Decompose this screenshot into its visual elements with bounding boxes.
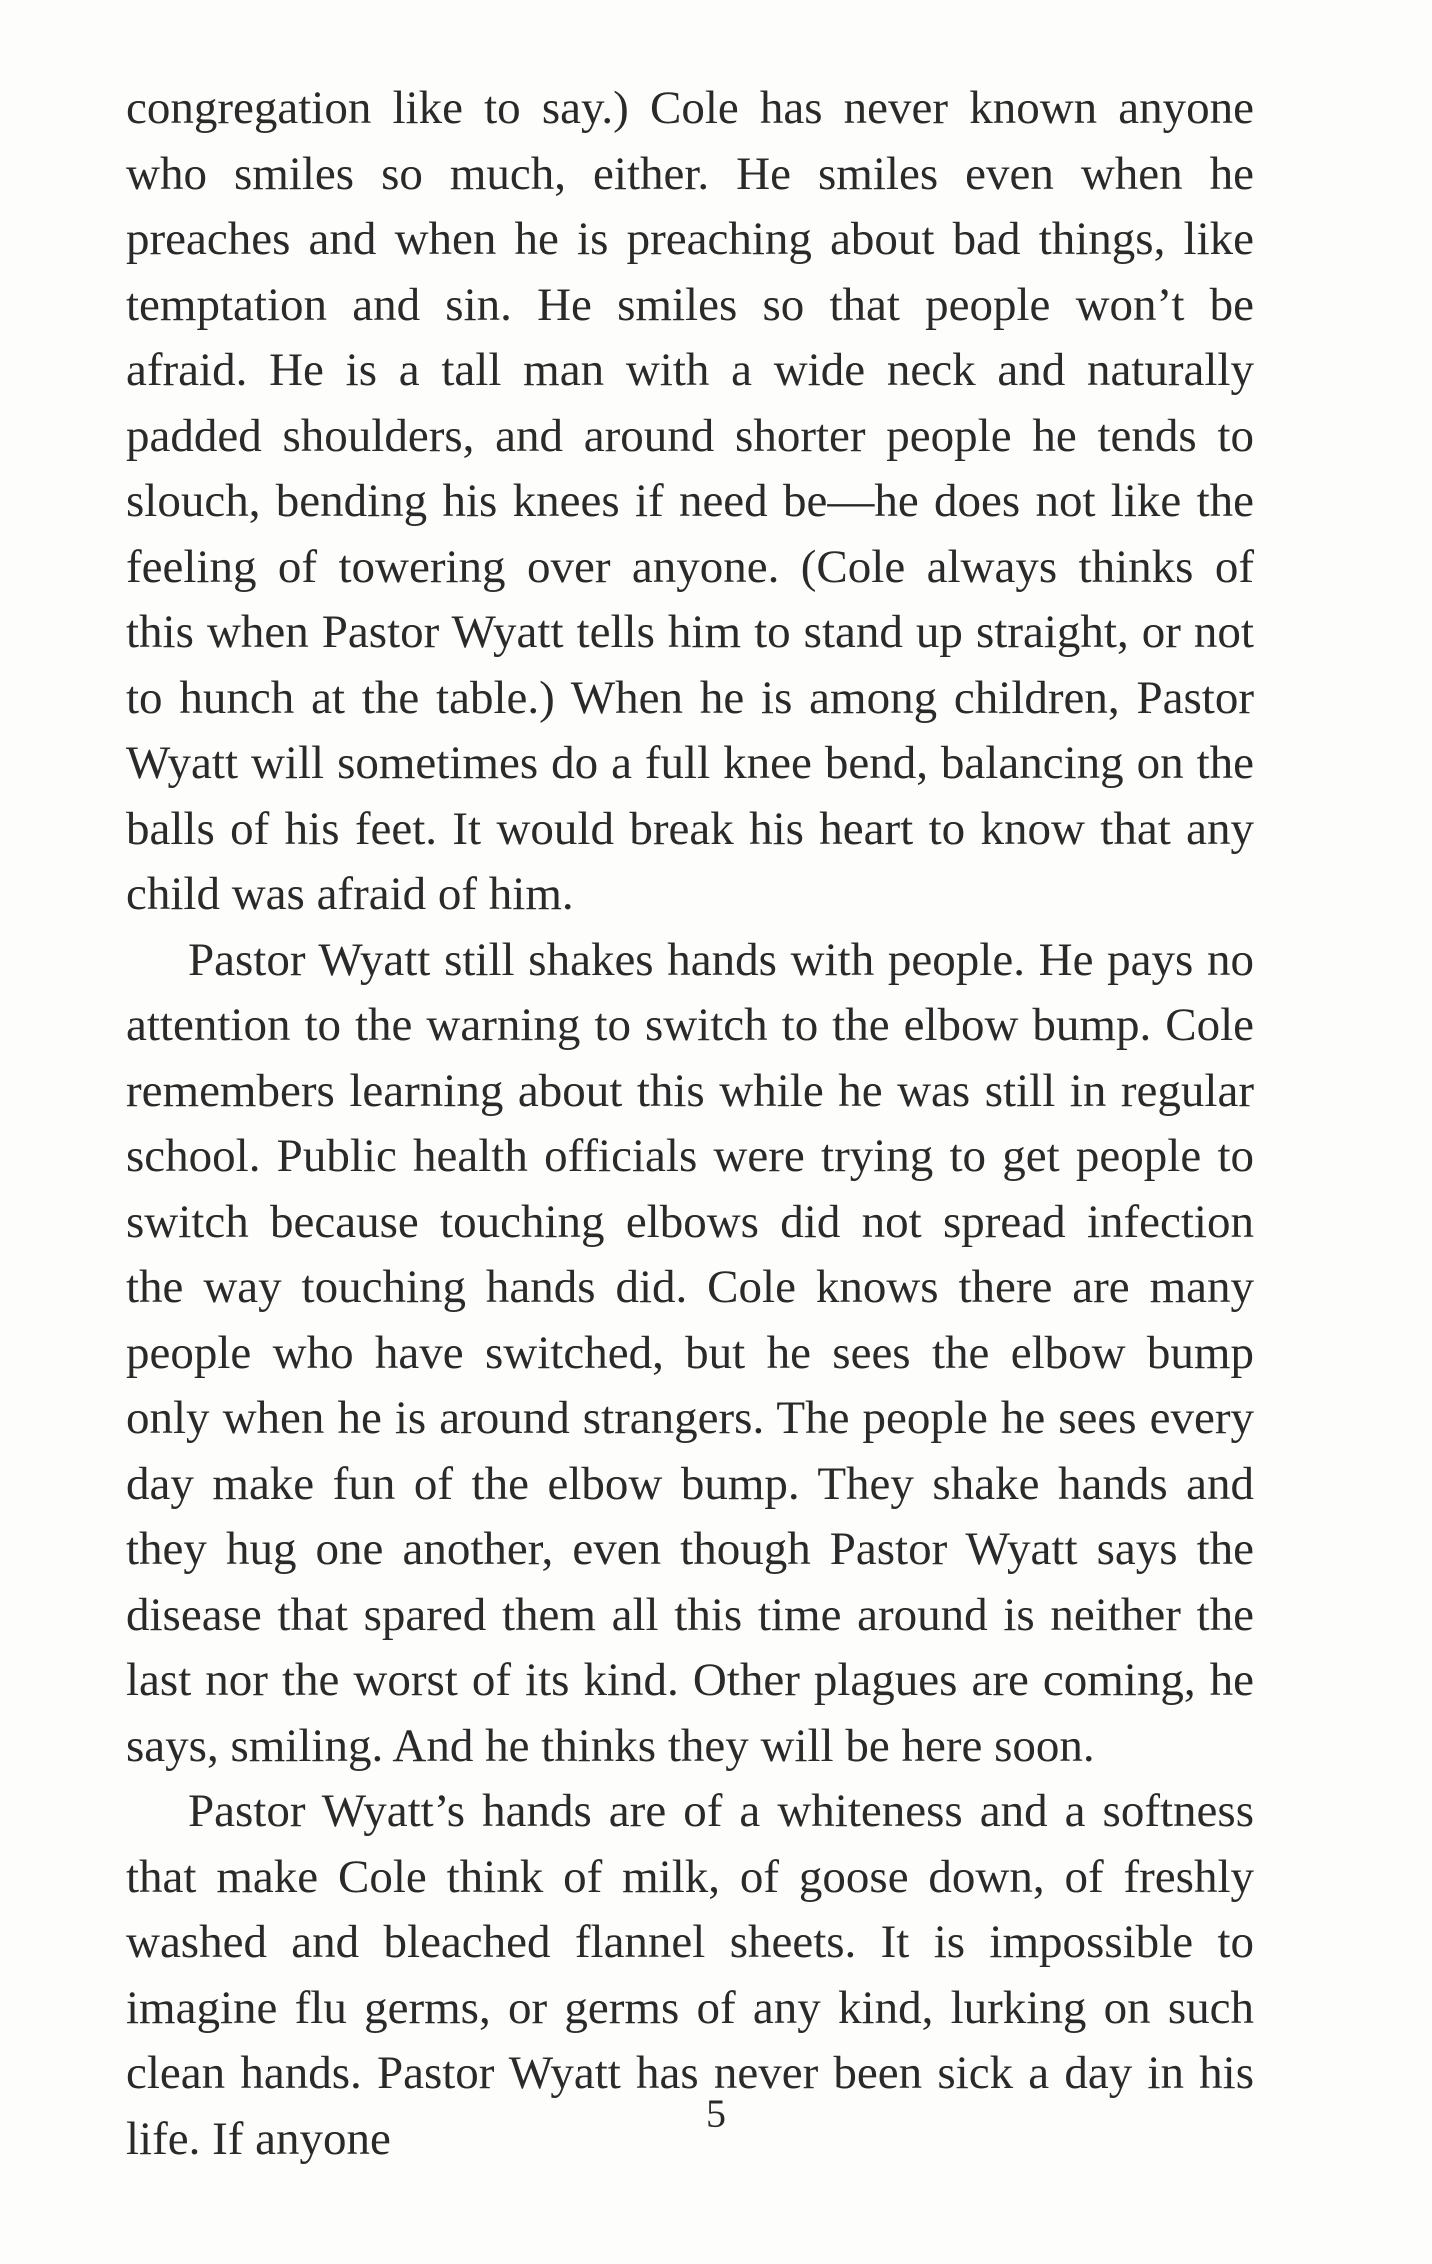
page-number: 5 <box>706 2091 726 2136</box>
body-text <box>126 76 1254 2172</box>
paragraph: Pastor Wyatt still shakes hands with people. He pays no attention to the warning to switch to the elbow bump. Cole remembers learning about this while he was still in regular school. Public health officials were trying to get people to switch because touching elbows did not spread infection the way touching hands did. Cole knows there are many people who have switched, but he sees the elbow bump only when he is around strangers. The people he sees every day make fun of the elbow bump. They shake hands and they hug one another, even though Pastor Wyatt says the disease that spared them all this time around is neither the last nor the worst of its kind. Other plagues are coming, he says, smiling. And he thinks they will be here soon. <box>126 933 1254 1772</box>
paragraph: congregation like to say.) Cole has never known anyone who smiles so much, either. He smiles even when he preaches and when he is preaching about bad things, like temptation and sin. He smiles so that people won’t be afraid. He is a tall man with a wide neck and naturally padded shoulders, and around shorter people he tends to slouch, bending his knees if need be—he does not like the feeling of towering over anyone. (Cole always thinks of this when Pastor Wyatt tells him to stand up straight, or not to hunch at the table.) When he is among children, Pastor Wyatt will sometimes do a full knee bend, balancing on the balls of his feet. It would break his heart to know that any child was afraid of him. <box>126 82 1254 920</box>
paragraph: Pastor Wyatt’s hands are of a whiteness and a softness that make Cole think of milk, of goose down, of freshly washed and bleached flannel sheets. It is impossible to imagine flu germs, or germs of any kind, lurking on such clean hands. Pastor Wyatt has never been sick a day in his life. If anyone <box>126 1785 1254 2165</box>
